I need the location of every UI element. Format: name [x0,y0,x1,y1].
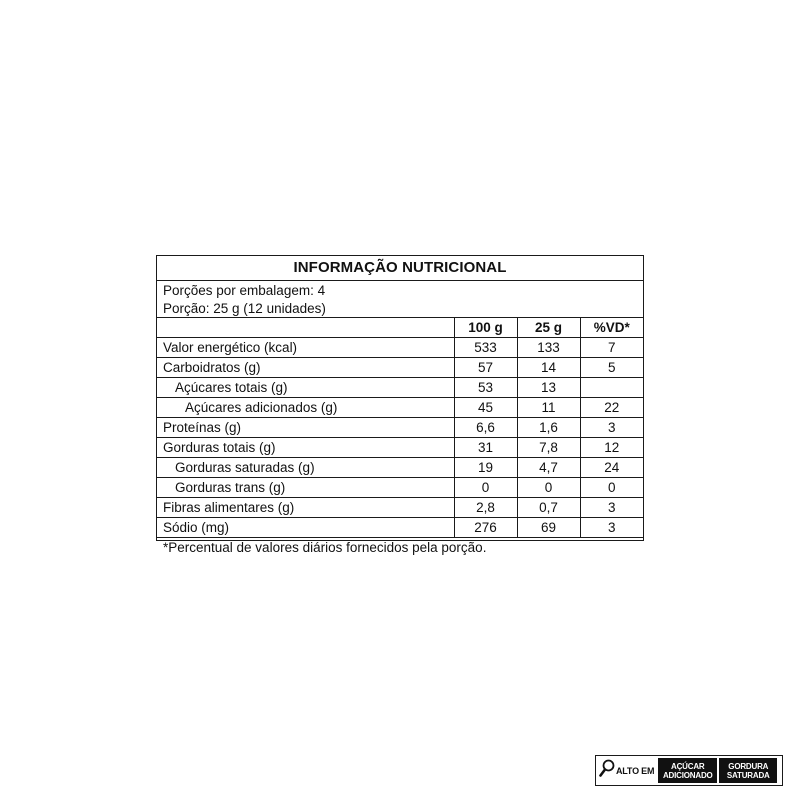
value-100g: 276 [454,518,517,538]
nutrient-name: Fibras alimentares (g) [157,498,454,518]
servings-per-package: Porções por embalagem: 4 [163,283,326,298]
value-100g: 45 [454,398,517,418]
nutrient-name: Proteínas (g) [157,418,454,438]
value-100g: 2,8 [454,498,517,518]
table-row [157,338,643,358]
table-row [157,438,643,458]
table-row [157,458,643,478]
table-row [157,418,643,438]
table-header-row [157,318,643,338]
added-sugar-badge [658,758,717,783]
value-100g: 533 [454,338,517,358]
value-25g: 133 [517,338,580,358]
badge-line1: AÇÚCAR [671,761,705,771]
front-warning-label [595,755,783,786]
value-vd: 3 [580,518,643,538]
table-row [157,378,643,398]
value-25g: 13 [517,378,580,398]
table-title: INFORMAÇÃO NUTRICIONAL [157,256,643,281]
table-row [157,398,643,418]
nutrient-table [157,318,643,538]
alto-em-text: ALTO EM [616,765,655,776]
value-25g: 0 [517,478,580,498]
header-100g: 100 g [454,318,517,338]
value-25g: 7,8 [517,438,580,458]
serving-size: Porção: 25 g (12 unidades) [163,300,326,316]
value-25g: 11 [517,398,580,418]
value-100g: 19 [454,458,517,478]
footnote: *Percentual de valores diários fornecidos pela porção. [163,540,487,555]
value-25g: 1,6 [517,418,580,438]
value-100g: 57 [454,358,517,378]
header-25g: 25 g [517,318,580,338]
nutrient-name: Gorduras saturadas (g) [157,458,454,478]
value-25g: 4,7 [517,458,580,478]
header-vd: %VD* [580,318,643,338]
value-vd: 22 [580,398,643,418]
nutrient-name: Valor energético (kcal) [157,338,454,358]
value-vd [580,378,643,398]
header-blank [157,318,454,338]
nutrient-name: Gorduras totais (g) [157,438,454,458]
value-vd: 5 [580,358,643,378]
badge-line2: ADICIONADO [662,770,713,780]
value-100g: 31 [454,438,517,458]
table-row [157,518,643,538]
nutrition-facts-table [156,255,644,555]
nutrient-name: Sódio (mg) [157,518,454,538]
serving-info [157,281,643,318]
value-vd: 12 [580,438,643,458]
nutrient-name: Açúcares totais (g) [157,378,454,398]
table-row [157,358,643,378]
alto-em-block [598,758,656,783]
table-row [157,498,643,518]
magnifier-icon [599,759,615,782]
value-25g: 14 [517,358,580,378]
value-vd: 24 [580,458,643,478]
value-vd: 3 [580,498,643,518]
value-100g: 53 [454,378,517,398]
nutrient-name: Gorduras trans (g) [157,478,454,498]
value-100g: 6,6 [454,418,517,438]
value-25g: 69 [517,518,580,538]
nutrient-name: Açúcares adicionados (g) [157,398,454,418]
value-25g: 0,7 [517,498,580,518]
value-100g: 0 [454,478,517,498]
saturated-fat-badge [719,758,777,783]
nutrient-name: Carboidratos (g) [157,358,454,378]
value-vd: 0 [580,478,643,498]
badge-line2: SATURADA [726,770,770,780]
table-row [157,478,643,498]
value-vd: 7 [580,338,643,358]
value-vd: 3 [580,418,643,438]
badge-line1: GORDURA [728,761,769,771]
